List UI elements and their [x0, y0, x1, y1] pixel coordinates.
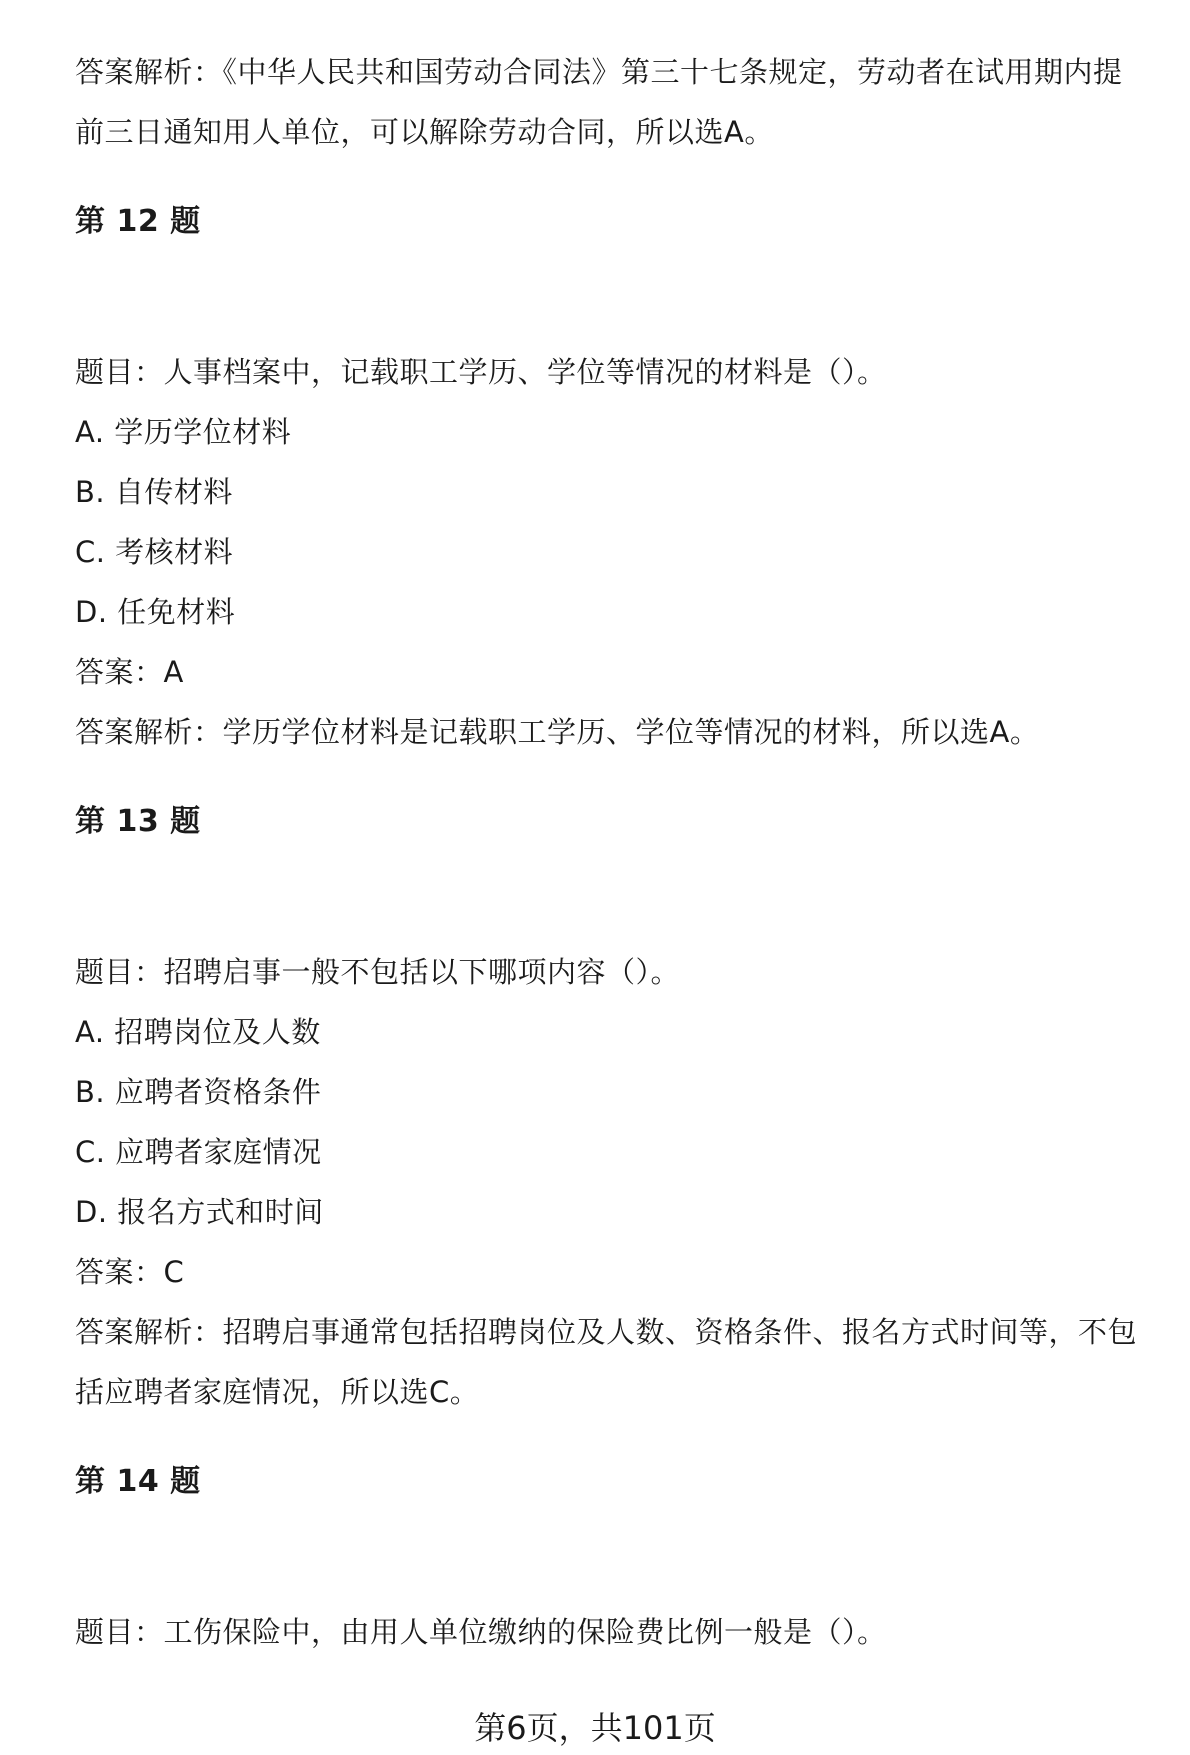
question-12-heading: 第 12 题 — [75, 204, 201, 239]
question-13-answer: 答案：C — [75, 1255, 185, 1289]
question-13-option-a: A. 招聘岗位及人数 — [75, 1015, 321, 1049]
question-12-text: 题目：人事档案中，记载职工学历、学位等情况的材料是（）。 — [75, 355, 887, 389]
question-12-option-d: D. 任免材料 — [75, 595, 236, 629]
question-13-explanation-line-2: 括应聘者家庭情况，所以选C。 — [75, 1375, 480, 1409]
question-13-heading: 第 13 题 — [75, 804, 201, 839]
question-13-explanation-line-1: 答案解析：招聘启事通常包括招聘岗位及人数、资格条件、报名方式时间等，不包 — [75, 1315, 1138, 1349]
question-14-heading: 第 14 题 — [75, 1464, 201, 1499]
question-13-option-b: B. 应聘者资格条件 — [75, 1075, 322, 1109]
question-14-text: 题目：工伤保险中，由用人单位缴纳的保险费比例一般是（）。 — [75, 1615, 887, 1649]
prev-explanation-line-1: 答案解析：《中华人民共和国劳动合同法》第三十七条规定，劳动者在试用期内提 — [75, 55, 1123, 89]
prev-explanation-line-2: 前三日通知用人单位，可以解除劳动合同，所以选A。 — [75, 115, 774, 149]
question-13-option-c: C. 应聘者家庭情况 — [75, 1135, 322, 1169]
question-12-explanation: 答案解析：学历学位材料是记载职工学历、学位等情况的材料，所以选A。 — [75, 715, 1040, 749]
question-12-answer: 答案：A — [75, 655, 184, 689]
question-12-option-c: C. 考核材料 — [75, 535, 234, 569]
question-13-option-d: D. 报名方式和时间 — [75, 1195, 324, 1229]
question-12-option-b: B. 自传材料 — [75, 475, 233, 509]
question-13-text: 题目：招聘启事一般不包括以下哪项内容（）。 — [75, 955, 681, 989]
question-12-option-a: A. 学历学位材料 — [75, 415, 292, 449]
page-number-footer: 第6页，共101页 — [474, 1709, 716, 1747]
